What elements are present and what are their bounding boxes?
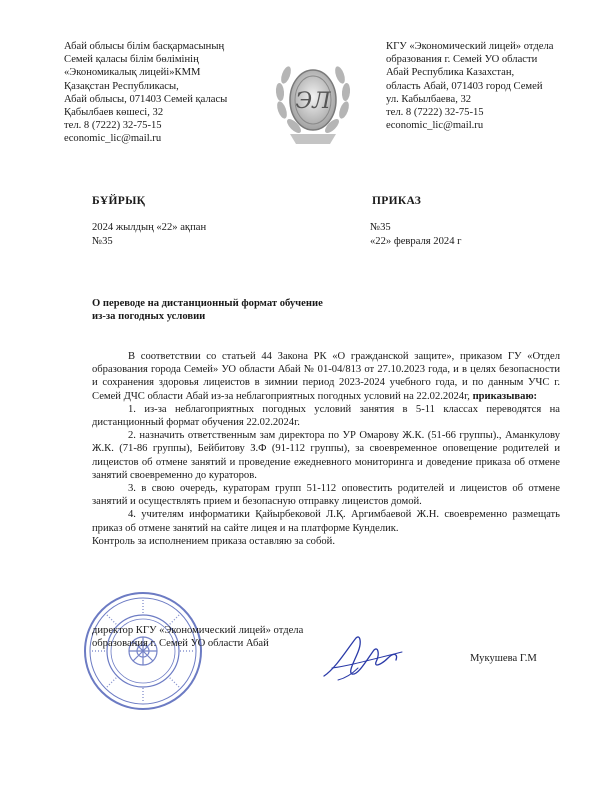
header-left-line: тел. 8 (7222) 32-75-15 — [64, 120, 162, 132]
order-number-kz: №35 — [92, 236, 113, 247]
header-right-line: ул. Кабылбаева, 32 — [386, 93, 472, 105]
header-right-line: Абай Республика Казахстан, — [386, 67, 515, 79]
header-left-line: Абай облысы, 071403 Семей қаласы — [64, 93, 228, 105]
order-title-ru: ПРИКАЗ — [372, 195, 422, 207]
header-right-email: economic_lic@mail.ru — [386, 120, 484, 132]
order-subject — [92, 297, 422, 323]
order-date-ru: «22» февраля 2024 г — [370, 236, 462, 247]
body-item-3: 3. в свою очередь, кураторам групп 51-112 оповестить родителей и лицеистов об отмене занятий и осуществлять прием и безопасную отправку лицеистов домой. — [92, 483, 560, 508]
official-stamp — [82, 590, 204, 712]
order-body — [92, 350, 560, 548]
header-left-line: Қабылбаев көшесі, 32 — [64, 107, 164, 119]
header-left-email: economic_lic@mail.ru — [64, 133, 162, 145]
header-left-block — [64, 40, 284, 146]
order-date-kz: 2024 жылдың «22» ақпан — [92, 222, 207, 233]
body-item-1: 1. из-за неблагоприятных погодных условий занятия в 5-11 классах переводятся на дистанционный формат обучения 22.02.2024г. — [92, 403, 560, 429]
header-right-block — [386, 40, 601, 132]
lyceum-logo — [272, 50, 354, 150]
order-number-ru: №35 — [370, 222, 391, 233]
subject-line: из-за погодных условии — [92, 311, 206, 323]
header-left-line: «Экономикалық лицейі»КММ — [64, 67, 201, 79]
intro-directive: приказываю: — [472, 390, 538, 402]
handwritten-signature — [318, 628, 410, 688]
subject-line: О переводе на дистанционный формат обучение — [92, 298, 323, 309]
body-intro — [92, 350, 560, 403]
signatory-name: Мукушева Г.М — [470, 653, 537, 664]
header-right-line: тел. 8 (7222) 32-75-15 — [386, 107, 484, 119]
header-right-line: область Абай, 071403 город Семей — [386, 80, 543, 92]
header-left-line: Қазақстан Республикасы, — [64, 80, 179, 92]
order-title-kz: БҰЙРЫҚ — [92, 195, 146, 207]
signatory-position-line: образования г. Семей УО области Абай — [92, 638, 269, 650]
header-right-line: образования г. Семей УО области — [386, 54, 538, 66]
logo-monogram: ЭЛ — [295, 89, 331, 114]
intro-text: В соответствии со статьей 44 Закона РК «О гражданской защите», приказом ГУ «Отдел образования города Семей» УО области Абай № 01-04/813 от 27.10.2023 года, и в целях безопасности и сохранения здоровья лицеистов в зимнии период 2023-2024 учебного года, и по данным УЧС г. Семей ДЧС области Абай из-за неблагоприятных погодных условий на 22.02.2024г, — [92, 351, 560, 402]
body-item-4: 4. учителям информатики Қайырбековой Л.Қ. Аргимбаевой Ж.Н. своевременно размещать приказ об отмене занятий на сайте лицея и на платформе Кунделик. — [92, 509, 560, 534]
body-control-line: Контроль за исполнением приказа оставляю за собой. — [92, 535, 335, 547]
header-left-line: Абай облысы білім басқармасының — [64, 41, 225, 52]
header-right-line: КГУ «Экономический лицей» отдела — [386, 41, 554, 52]
header-left-line: Семей қаласы білім бөлімінің — [64, 54, 199, 66]
signatory-position-line: директор КГУ «Экономический лицей» отдела — [92, 625, 304, 636]
body-item-2: 2. назначить ответственным зам директора по УР Омарову Ж.К. (51-66 группы)., Аманкулову Ж.К. (71-86 группы), Бейбитову З.Ф (91-112 группы), за своевременное оповещение родителей и лицеистов об отмене занятий и проведение ежедневного мониторинга и доведение приказа об отмене занятий своевременно до кураторов. — [92, 430, 560, 481]
